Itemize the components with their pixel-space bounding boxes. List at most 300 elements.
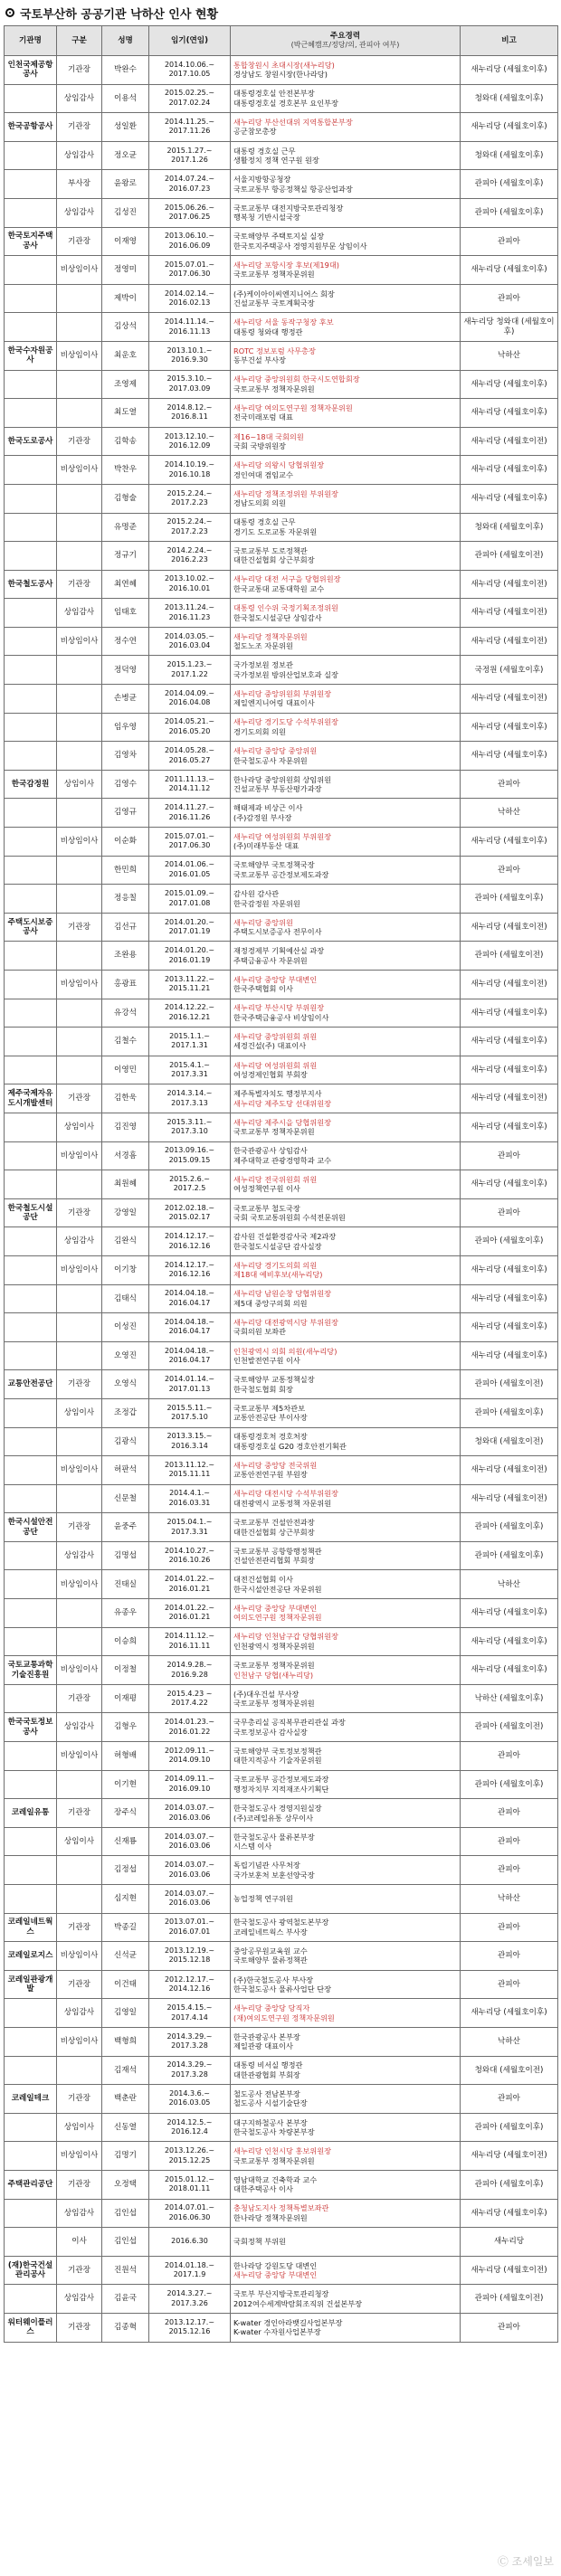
table-row <box>5 570 558 599</box>
cell-org: (재)한국건설관리공사 <box>5 2256 57 2285</box>
career-line: 새누리당 제주도당 선대위원장 <box>233 1098 332 1108</box>
cell-career <box>231 1827 461 1856</box>
cell-position <box>57 1313 102 1342</box>
table-row <box>5 1827 558 1856</box>
cell-org: 한국토지주택공사 <box>5 227 57 256</box>
cell-position <box>57 685 102 714</box>
cell-term: 2014.01.20.~ 2016.01.19 <box>149 942 231 971</box>
table-row <box>5 256 558 285</box>
career-line: (주)케이아이씨엔지니어스 회장 <box>233 289 335 298</box>
table-row <box>5 1427 558 1456</box>
cell-career <box>231 284 461 313</box>
cell-name: 최연혜 <box>102 570 149 599</box>
cell-note: 새누리당 (세월호이전) <box>461 627 558 656</box>
cell-org: 인천국제공항공사 <box>5 56 57 85</box>
career-line: 새누리당 전국위원회 위원 <box>233 1174 318 1184</box>
career-line: 철도공사 전남본부장 <box>233 2088 300 2098</box>
cell-career <box>231 913 461 942</box>
cell-career <box>231 1627 461 1656</box>
career-line: 제5대 중앙구의회 의원 <box>233 1298 308 1308</box>
cell-position <box>57 713 102 742</box>
cell-career <box>231 1056 461 1084</box>
career-line: 한국관광공사 본부장 <box>233 2031 300 2041</box>
cell-position: 상임이사 <box>57 1827 102 1856</box>
cell-career <box>231 656 461 685</box>
career-line: 한국시설안전공단 자문위원 <box>233 1584 322 1594</box>
cell-position: 상임이사 <box>57 1398 102 1427</box>
cell-note: 관피아 (세월호이후) <box>461 2170 558 2199</box>
career-line: 새누리당 중앙당 부대변인 <box>233 2270 318 2280</box>
cell-name: 최도열 <box>102 399 149 428</box>
cell-note: 국정원 (세월호이후) <box>461 656 558 685</box>
cell-career <box>231 1484 461 1513</box>
cell-org <box>5 742 57 771</box>
cell-note: 관피아 (세월호이전) <box>461 1713 558 1742</box>
cell-position: 상임감사 <box>57 1713 102 1742</box>
career-line: 국토교통부 건설안전과장 <box>233 1518 315 1528</box>
table-row <box>5 2285 558 2314</box>
career-line: 제일관광 대표이사 <box>233 2041 293 2051</box>
cell-career <box>231 1427 461 1456</box>
cell-position <box>57 1856 102 1885</box>
cell-name: 김학송 <box>102 427 149 456</box>
cell-note: 관피아 (세월호이후) <box>461 198 558 227</box>
table-row <box>5 627 558 656</box>
career-line: 한국철도공사 경영지원실장 <box>233 1804 322 1814</box>
cell-career <box>231 799 461 828</box>
career-line: 인천남구 당협(새누리당) <box>233 1670 314 1680</box>
cell-note: 관피아 (세월호이후) <box>461 170 558 199</box>
cell-name: 정수연 <box>102 627 149 656</box>
career-line: 전국미래포럼 대표 <box>233 412 293 422</box>
table-row <box>5 2199 558 2228</box>
cell-position <box>57 313 102 342</box>
cell-name: 김진영 <box>102 1113 149 1141</box>
cell-note: 새누리당 (세월호이후) <box>461 370 558 399</box>
cell-position <box>57 1341 102 1370</box>
cell-org <box>5 799 57 828</box>
cell-term: 2015.1.27.~ 2017.1.26 <box>149 141 231 170</box>
table-row <box>5 56 558 85</box>
cell-note: 새누리당 (세월호이후) <box>461 399 558 428</box>
career-line: 새누리당 중앙당 부대변인 <box>233 1603 318 1613</box>
career-line: 한나라당 강원도당 대변인 <box>233 2260 318 2270</box>
career-line: 대전광역시 교통정책 자문위원 <box>233 1498 332 1508</box>
career-line: 중앙공무원교육원 교수 <box>233 1946 308 1956</box>
cell-org <box>5 256 57 285</box>
table-row <box>5 1456 558 1485</box>
cell-org <box>5 1541 57 1570</box>
career-line: 제16~18대 국회의원 <box>233 431 304 441</box>
table-row <box>5 2113 558 2142</box>
cell-note: 관피아 <box>461 856 558 885</box>
cell-name: 서경흠 <box>102 1141 149 1170</box>
cell-note: 새누리당 (세월호이후) <box>461 113 558 142</box>
cell-career <box>231 2285 461 2314</box>
cell-note: 새누리당 (세월호이후) <box>461 742 558 771</box>
cell-term: 2014.3.14.~ 2017.3.13 <box>149 1084 231 1113</box>
cell-position: 비상임이사 <box>57 1141 102 1170</box>
cell-org <box>5 1856 57 1885</box>
cell-position: 비상임이사 <box>57 2027 102 2056</box>
cell-note: 새누리당 (세월호이후) <box>461 1170 558 1199</box>
career-line: 대통령 경호실 근무 <box>233 517 296 527</box>
career-line: 새누리당 대전시당 수석부위원장 <box>233 1489 338 1499</box>
career-line: 대구지하철공사 본부장 <box>233 2117 308 2127</box>
cell-name: 김상석 <box>102 313 149 342</box>
cell-name: 김인섭 <box>102 2199 149 2228</box>
cell-note: 관피아 (세월호이후) <box>461 885 558 914</box>
cell-term: 2013.3.15.~ 2016.3.14 <box>149 1427 231 1456</box>
career-line: 새누리당 서울 동작구청장 후보 <box>233 317 334 327</box>
cell-name: 김광식 <box>102 1427 149 1456</box>
cell-position <box>57 399 102 428</box>
career-line: 행정자치부 지적재조사기획단 <box>233 1784 329 1794</box>
career-line: 국토해양부 주택토지실 실장 <box>233 232 325 242</box>
cell-org <box>5 1398 57 1427</box>
career-line: (주)감정원 부사장 <box>233 812 292 822</box>
table-row <box>5 685 558 714</box>
cell-career <box>231 1742 461 1771</box>
cell-term: 2014.03.05.~ 2016.03.04 <box>149 627 231 656</box>
cell-org: 교통안전공단 <box>5 1370 57 1399</box>
cell-org <box>5 1484 57 1513</box>
cell-note: 청와대 (세월호이전) <box>461 2056 558 2085</box>
cell-position <box>57 1885 102 1914</box>
table-row <box>5 2228 558 2257</box>
cell-career <box>231 742 461 771</box>
cell-position: 비상임이사 <box>57 1942 102 1971</box>
cell-term: 2013.12.10.~ 2016.12.09 <box>149 427 231 456</box>
cell-org: 한국수자원공사 <box>5 341 57 370</box>
cell-name: 유강석 <box>102 999 149 1028</box>
cell-name: 김태식 <box>102 1284 149 1313</box>
career-line: 국토교통부 정책자문위원 <box>233 270 315 279</box>
cell-org: 국토교통과학기술진흥원 <box>5 1656 57 1685</box>
cell-position <box>57 484 102 513</box>
cell-note: 새누리당 (세월호이전) <box>461 685 558 714</box>
cell-org <box>5 1427 57 1456</box>
table-row <box>5 1028 558 1056</box>
cell-name: 백춘란 <box>102 2085 149 2114</box>
career-line: 인천발전연구원 이사 <box>233 1356 300 1366</box>
table-row <box>5 971 558 999</box>
cell-position <box>57 1056 102 1084</box>
career-line: 한나라당 중앙위원회 상임위원 <box>233 774 332 784</box>
col-header-career <box>231 26 461 56</box>
cell-term: 2014.12.17.~ 2016.12.16 <box>149 1227 231 1256</box>
cell-name: 김종혁 <box>102 2313 149 2342</box>
career-line: 국토정보공사 감사실장 <box>233 1727 308 1737</box>
career-line: 제일엔지니어링 대표이사 <box>233 698 315 708</box>
table-header-row <box>5 26 558 56</box>
cell-career <box>231 1255 461 1284</box>
cell-org <box>5 513 57 542</box>
career-line: 대한주택공사 이사 <box>233 2184 293 2194</box>
cell-note: 새누리당 (세월호이전) <box>461 1484 558 1513</box>
career-line: 새누리당 중앙당 부대변인 <box>233 974 318 984</box>
cell-position: 비상임이사 <box>57 1656 102 1685</box>
career-line: 대통령경호처 경호처장 <box>233 1432 308 1442</box>
cell-org <box>5 2199 57 2228</box>
cell-note: 관피아 <box>461 284 558 313</box>
cell-org: 코레일유통 <box>5 1799 57 1828</box>
bullet-icon <box>5 8 14 17</box>
table-row <box>5 1713 558 1742</box>
cell-name: 홍광표 <box>102 971 149 999</box>
cell-name: 윤중주 <box>102 1513 149 1542</box>
cell-name: 이용석 <box>102 84 149 113</box>
table-row <box>5 1656 558 1685</box>
cell-career <box>231 1227 461 1256</box>
cell-position <box>57 1170 102 1199</box>
cell-term: 2014.10.19.~ 2016.10.18 <box>149 456 231 485</box>
cell-term: 2014.01.22.~ 2016.01.21 <box>149 1570 231 1599</box>
table-row <box>5 742 558 771</box>
career-line: K-water 경인아라뱃길사업본부장 <box>233 2317 343 2327</box>
cell-note: 새누리당 (세월호이후) <box>461 456 558 485</box>
cell-name: 임우영 <box>102 713 149 742</box>
cell-term: 2015.4.1.~ 2017.3.31 <box>149 1056 231 1084</box>
cell-org: 제주국제자유도시개발센터 <box>5 1084 57 1113</box>
cell-term: 2014.04.18.~ 2016.04.17 <box>149 1284 231 1313</box>
cell-position: 기관장 <box>57 56 102 85</box>
cell-note: 관피아 (세월호이전) <box>461 2285 558 2314</box>
cell-career <box>231 570 461 599</box>
cell-name: 유명준 <box>102 513 149 542</box>
cell-note: 새누리당 (세월호이후) <box>461 2199 558 2228</box>
career-line: 대한건설협회 상근부회장 <box>233 1527 315 1537</box>
cell-career <box>231 2056 461 2085</box>
career-line: 새누리당 여의도연구원 정책자문위원 <box>233 402 353 412</box>
cell-career <box>231 1656 461 1685</box>
table-row <box>5 2056 558 2085</box>
cell-term: 2014.12.5.~ 2016.12.4 <box>149 2113 231 2142</box>
cell-term: 2014.11.12.~ 2016.11.11 <box>149 1627 231 1656</box>
table-row <box>5 1684 558 1713</box>
cell-career <box>231 1942 461 1971</box>
cell-name: 신문철 <box>102 1484 149 1513</box>
career-line: 행복청 기반시설국장 <box>233 213 300 223</box>
cell-note: 새누리당 (세월호이후) <box>461 828 558 857</box>
career-line: 국회정책 부위원 <box>233 2237 286 2247</box>
cell-org: 한국도로공사 <box>5 427 57 456</box>
cell-name: 신석균 <box>102 1942 149 1971</box>
cell-career <box>231 1113 461 1141</box>
cell-term: 2014.4.1.~ 2016.03.31 <box>149 1484 231 1513</box>
cell-note: 새누리당 (세월호이전) <box>461 427 558 456</box>
cell-career <box>231 2170 461 2199</box>
cell-position <box>57 1028 102 1056</box>
cell-term: 2014.07.24.~ 2016.07.23 <box>149 170 231 199</box>
career-line: 국토해양부 물류정책관 <box>233 1956 308 1965</box>
cell-name: 박찬우 <box>102 456 149 485</box>
cell-position <box>57 942 102 971</box>
table-row <box>5 1970 558 1999</box>
career-line: (주)한국철도공사 부사장 <box>233 1975 314 1984</box>
cell-name: 이성진 <box>102 1313 149 1342</box>
col-header-name: 성명 <box>102 26 149 56</box>
cell-note: 낙하산 <box>461 1885 558 1914</box>
cell-name: 정영미 <box>102 256 149 285</box>
cell-name: 김선규 <box>102 913 149 942</box>
table-row <box>5 1570 558 1599</box>
cell-name: 김성진 <box>102 198 149 227</box>
career-line: 주택도시보증공사 전무이사 <box>233 927 322 937</box>
career-line: (주)미래부동산 대표 <box>233 841 300 851</box>
cell-name: 김명기 <box>102 2142 149 2171</box>
cell-position <box>57 1284 102 1313</box>
career-line: 새누리당 경기도당 수석부위원장 <box>233 717 338 727</box>
cell-position: 비상임이사 <box>57 1456 102 1485</box>
cell-name: 이기창 <box>102 1255 149 1284</box>
career-line: 대통령 경호실 근무 <box>233 146 296 156</box>
career-line: 대전건설협회 이사 <box>233 1575 293 1585</box>
cell-note: 새누리당 (세월호이후) <box>461 1999 558 2028</box>
cell-term: 2014.01.06.~ 2016.01.05 <box>149 856 231 885</box>
career-line: 감사원 감사관 <box>233 889 280 899</box>
cell-org <box>5 971 57 999</box>
cell-name: 박완수 <box>102 56 149 85</box>
career-line: 한국감정원 자문위원 <box>233 898 300 908</box>
cell-term: 2014.12.17.~ 2016.12.16 <box>149 1255 231 1284</box>
cell-career <box>231 1370 461 1399</box>
cell-position <box>57 1484 102 1513</box>
cell-term: 2013.12.26.~ 2015.12.25 <box>149 2142 231 2171</box>
cell-note: 관피아 <box>461 1856 558 1885</box>
cell-org <box>5 1456 57 1485</box>
cell-career <box>231 141 461 170</box>
career-line: 여성정책연구원 이사 <box>233 1184 300 1194</box>
cell-position <box>57 370 102 399</box>
cell-org <box>5 1341 57 1370</box>
cell-career <box>231 113 461 142</box>
cell-career <box>231 399 461 428</box>
cell-term: 2015.2.24.~ 2017.2.23 <box>149 484 231 513</box>
cell-name: 신재룡 <box>102 1827 149 1856</box>
cell-term: 2015.01.12.~ 2018.01.11 <box>149 2170 231 2199</box>
cell-career <box>231 885 461 914</box>
cell-position: 상임감사 <box>57 1999 102 2028</box>
career-line: 주택금융공사 자문위원 <box>233 955 308 965</box>
career-line: 제18대 예비후보(새누리당) <box>233 1270 323 1280</box>
career-line: 한국철도시설공단 감사실장 <box>233 1241 322 1251</box>
cell-position <box>57 284 102 313</box>
cell-position: 기관장 <box>57 570 102 599</box>
career-line: 대한건설협회 상근부회장 <box>233 555 315 565</box>
career-line: 세경건설(주) 대표이사 <box>233 1041 307 1051</box>
cell-term: 2013.12.19.~ 2015.12.18 <box>149 1942 231 1971</box>
cell-career <box>231 1570 461 1599</box>
cell-career <box>231 1599 461 1628</box>
cell-term: 2014.3.29.~ 2017.3.28 <box>149 2027 231 2056</box>
table-row <box>5 370 558 399</box>
career-line: 여의도연구원 정책자문위원 <box>233 1613 322 1623</box>
career-header-main: 주요경력 <box>329 31 361 41</box>
cell-name: 성일환 <box>102 113 149 142</box>
cell-note: 새누리당 (세월호이후) <box>461 1599 558 1628</box>
career-line: 새누리당 중앙당 전국위원 <box>233 1460 318 1470</box>
cell-term: 2013.10.1.~ 2016.9.30 <box>149 341 231 370</box>
cell-career <box>231 1141 461 1170</box>
cell-position: 기관장 <box>57 2170 102 2199</box>
cell-career <box>231 1770 461 1799</box>
career-line: 한국관광공사 상임감사 <box>233 1146 308 1156</box>
career-line: 2012여수세계박람회조직위 건설본부장 <box>233 2298 363 2308</box>
career-line: 한국철도공사 물류본부장 <box>233 1832 315 1842</box>
cell-org: 코레일로지스 <box>5 1942 57 1971</box>
cell-note: 관피아 (세월호이후) <box>461 1770 558 1799</box>
cell-position: 기관장 <box>57 1084 102 1113</box>
table-row <box>5 227 558 256</box>
cell-career <box>231 685 461 714</box>
cell-org: 한국국토정보공사 <box>5 1713 57 1742</box>
table-row <box>5 942 558 971</box>
career-line: 국토교통부 공간정보제도과장 <box>233 869 329 879</box>
career-line: 서울지방항공청장 <box>233 175 291 185</box>
cell-term: 2015.3.11.~ 2017.3.10 <box>149 1113 231 1141</box>
cell-name: 유종우 <box>102 1599 149 1628</box>
cell-term: 2014.05.28.~ 2016.05.27 <box>149 742 231 771</box>
cell-name: 오영진 <box>102 1341 149 1370</box>
cell-career <box>231 1541 461 1570</box>
cell-name: 박종길 <box>102 1913 149 1942</box>
cell-term: 2013.12.17.~ 2015.12.16 <box>149 2313 231 2342</box>
cell-note: 낙하산 <box>461 2027 558 2056</box>
cell-career <box>231 1028 461 1056</box>
career-line: 새누리당 여성위원회 위원 <box>233 1060 318 1070</box>
cell-note: 관피아 (세월호이후) <box>461 1227 558 1256</box>
cell-name: 김영일 <box>102 1999 149 2028</box>
career-line: 인천광역시 정책자문위원 <box>233 1641 315 1651</box>
career-line: 독립기념관 사무처장 <box>233 1861 300 1870</box>
cell-name: 백형희 <box>102 2027 149 2056</box>
cell-term: 2014.8.12.~ 2016.8.11 <box>149 399 231 428</box>
career-line: 교통안전공단 부이사장 <box>233 1413 308 1423</box>
cell-term: 2016.6.30 <box>149 2228 231 2257</box>
career-line: 대한관광협회 부회장 <box>233 2069 300 2079</box>
table-row <box>5 313 558 342</box>
cell-position: 상임감사 <box>57 1227 102 1256</box>
cell-term: 2013.07.01.~ 2016.07.01 <box>149 1913 231 1942</box>
cell-note: 청와대 (세월호이후) <box>461 141 558 170</box>
cell-term: 2015.2.24.~ 2017.2.23 <box>149 513 231 542</box>
cell-org <box>5 456 57 485</box>
table-row <box>5 1398 558 1427</box>
cell-term: 2013.10.02.~ 2016.10.01 <box>149 570 231 599</box>
cell-note: 관피아 (세월호이후) <box>461 1541 558 1570</box>
cell-name: 김형우 <box>102 1713 149 1742</box>
cell-name: 오영식 <box>102 1370 149 1399</box>
table-row <box>5 1141 558 1170</box>
cell-note: 낙하산 (세월호이후) <box>461 1684 558 1713</box>
career-line: 새누리당 남원순창 당협위원장 <box>233 1289 332 1299</box>
cell-position: 기관장 <box>57 1684 102 1713</box>
cell-org <box>5 1827 57 1856</box>
cell-position: 비상임이사 <box>57 828 102 857</box>
career-line: 한국철도공사 물류사업단 단장 <box>233 1984 332 1994</box>
cell-term: 2014.11.14.~ 2016.11.13 <box>149 313 231 342</box>
career-line: 국토교통부 정책자문위원 <box>233 1661 315 1671</box>
table-row <box>5 913 558 942</box>
cell-name: 이정철 <box>102 1656 149 1685</box>
cell-org: 코레일관광개발 <box>5 1970 57 1999</box>
cell-note: 새누리당 (세월호이전) <box>461 971 558 999</box>
cell-note: 관피아 (세월호이후) <box>461 1398 558 1427</box>
table-row <box>5 1313 558 1342</box>
cell-name: 이승희 <box>102 1627 149 1656</box>
table-row <box>5 1627 558 1656</box>
